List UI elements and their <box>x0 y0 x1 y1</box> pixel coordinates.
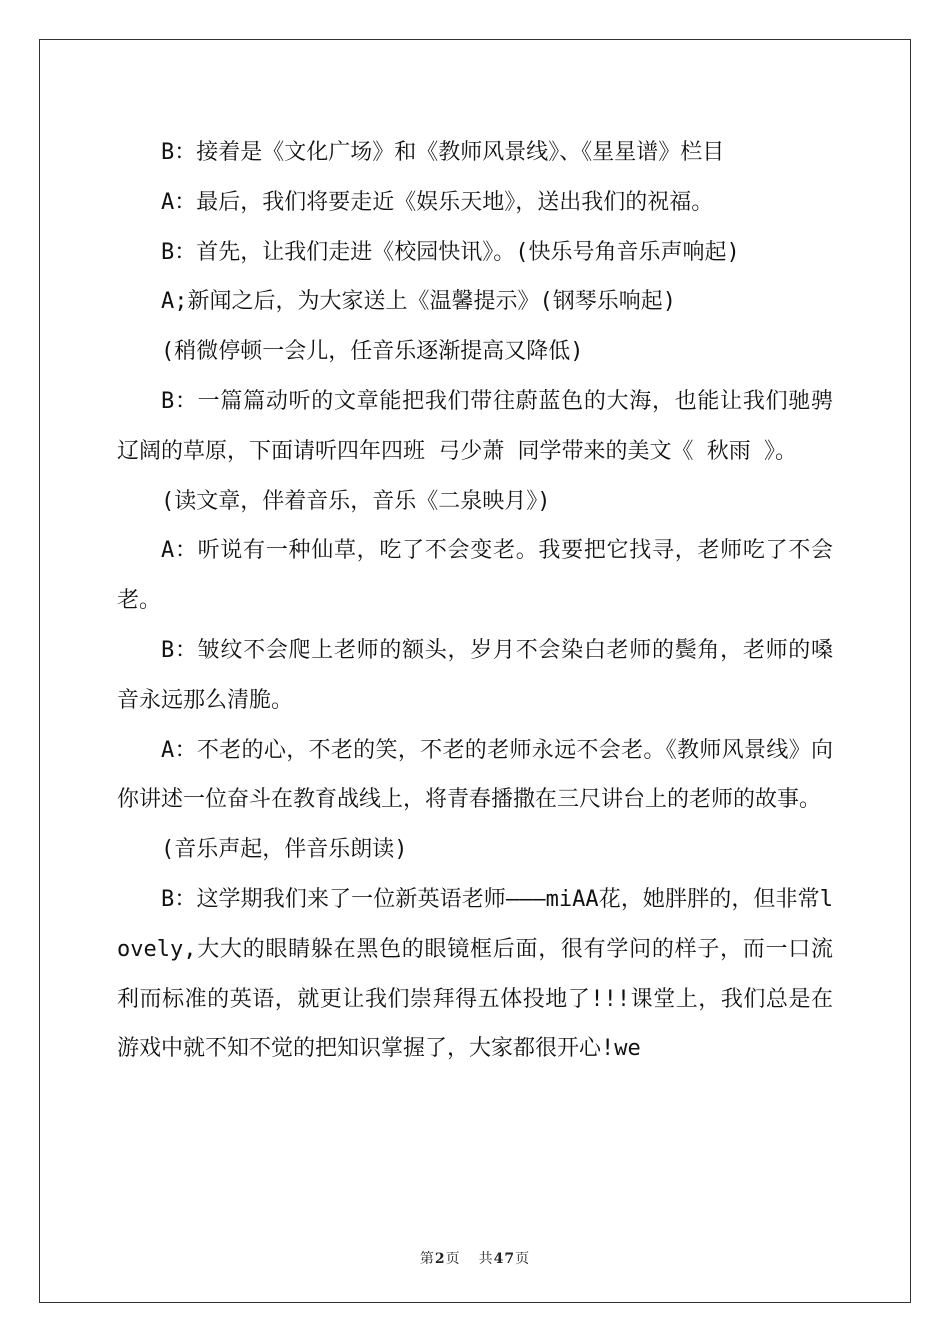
paragraph-12: B：这学期我们来了一位新英语老师———miAA花，她胖胖的，但非常lovely,大大的眼睛躲在黑色的眼镜框后面，很有学问的样子，而一口流利而标准的英语，就更让我们崇拜得五体投地了!!!课堂上，我们总是在游戏中就不知不觉的把知识掌握了，大家都很开心!we <box>117 886 833 1062</box>
total-pages: 47 <box>493 1251 516 1267</box>
paragraph-5: (稍微停顿一会儿，任音乐逐渐提高又降低) <box>161 339 584 365</box>
paragraph-7: (读文章，伴着音乐，音乐《二泉映月》) <box>161 488 551 514</box>
paragraph-4: A;新闻之后，为大家送上《温馨提示》(钢琴乐响起) <box>161 289 676 315</box>
paragraph-11: (音乐声起，伴音乐朗读) <box>161 837 408 863</box>
paragraph-10: A：不老的心，不老的笑，不老的老师永远不会老。《教师风景线》向你讲述一位奋斗在教育战线上，将青春播撒在三尺讲台上的老师的故事。 <box>117 737 833 813</box>
paragraph-6: B：一篇篇动听的文章能把我们带往蔚蓝色的大海，也能让我们驰骋辽阔的草原，下面请听四年四班 弓少萧 同学带来的美文《 秋雨 》。 <box>117 388 833 464</box>
paragraph-8: A：听说有一种仙草，吃了不会变老。我要把它找寻，老师吃了不会老。 <box>117 538 833 614</box>
total-prefix: 共 <box>478 1251 494 1267</box>
paragraph-2: A：最后，我们将要走近《娱乐天地》，送出我们的祝福。 <box>161 189 714 215</box>
paragraph-3: B：首先，让我们走进《校园快讯》。(快乐号角音乐声响起) <box>161 239 740 265</box>
total-suffix: 页 <box>515 1251 531 1267</box>
page-prefix: 第 <box>419 1251 435 1267</box>
paragraph-1: B：接着是《文化广场》和《教师风景线》、《星星谱》栏目 <box>161 140 725 165</box>
page-footer <box>0 1248 950 1268</box>
page-suffix: 页 <box>445 1251 461 1267</box>
paragraph-9: B：皱纹不会爬上老师的额头，岁月不会染白老师的鬓角，老师的嗓音永远那么清脆。 <box>117 637 833 713</box>
page-number: 2 <box>434 1251 446 1267</box>
document-body <box>117 128 833 1074</box>
